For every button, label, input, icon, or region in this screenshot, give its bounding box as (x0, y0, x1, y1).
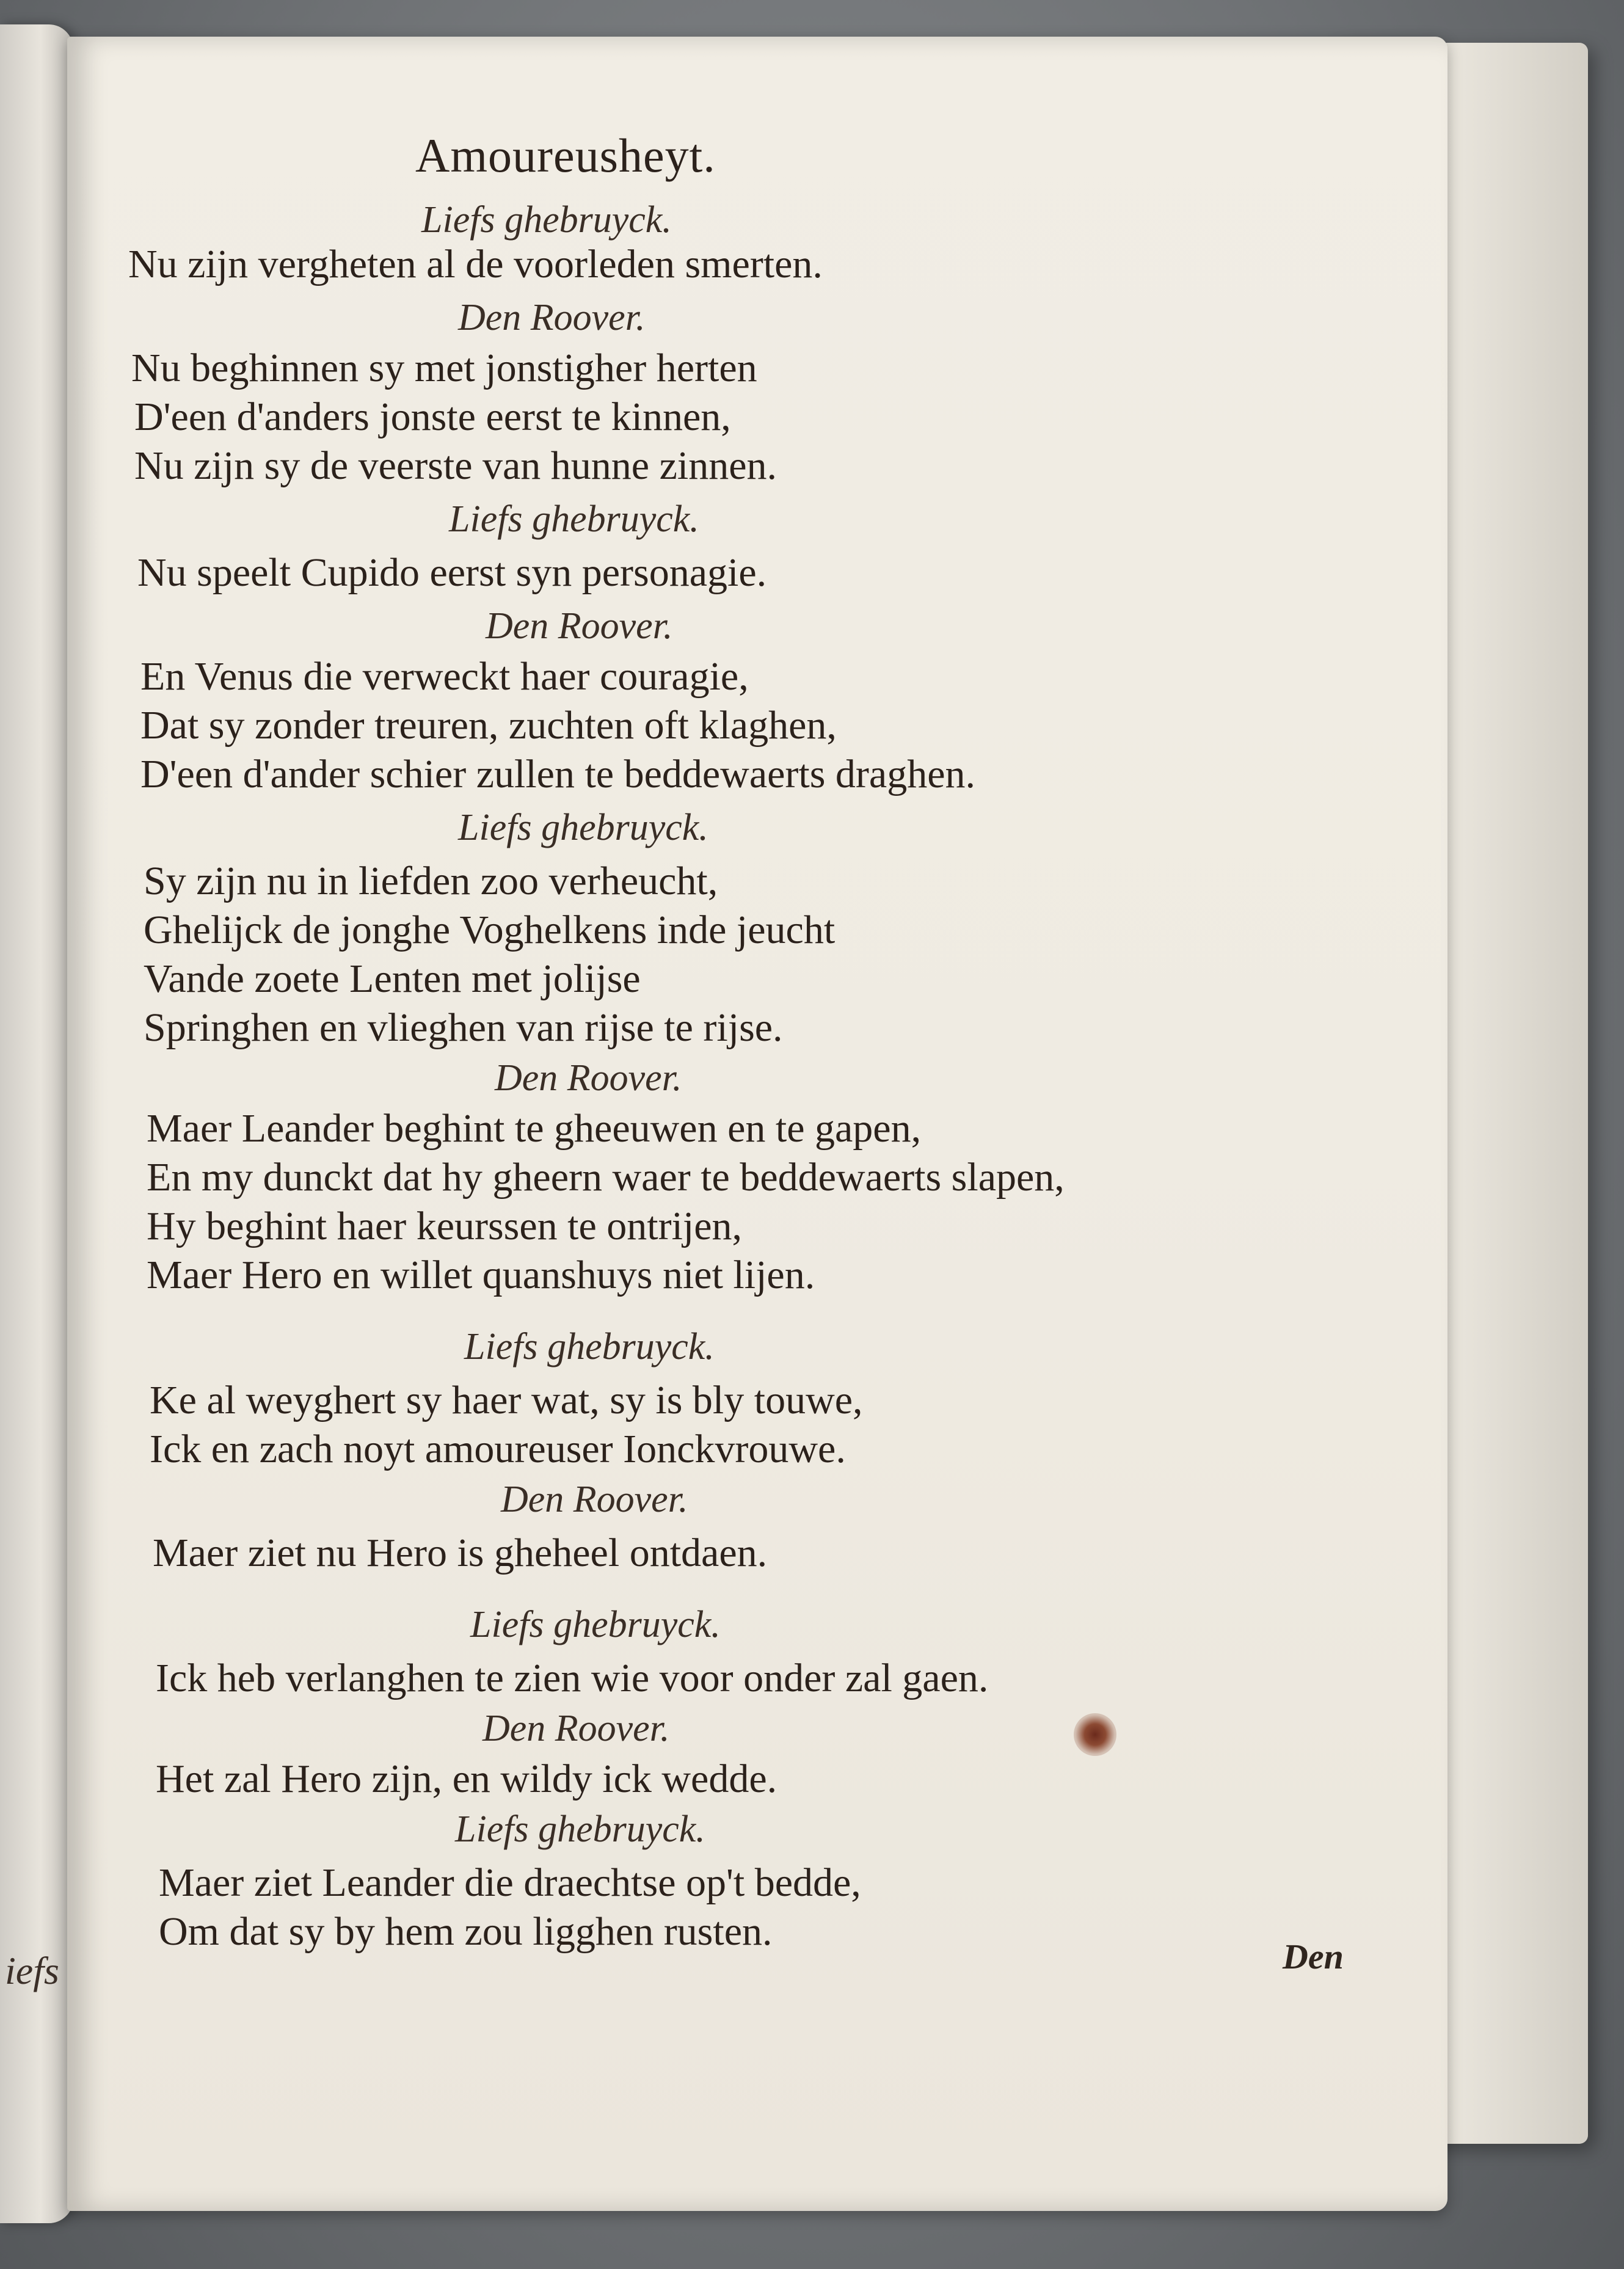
verse-line: Nu zijn vergheten al de voorleden smerten. (128, 242, 823, 286)
verse-line: En Venus die verweckt haer couragie, (140, 654, 749, 699)
verse-line: Sy zijn nu in liefden zoo verheucht, (144, 859, 718, 903)
verse-line: Ick en zach noyt amoureuser Ionckvrouwe. (150, 1427, 846, 1471)
verse-line: D'een d'anders jonste eerst te kinnen, (134, 395, 731, 439)
catchword: Den (1283, 1937, 1344, 1976)
speaker-liefs-ghebruyck: Liefs ghebruyck. (464, 1326, 715, 1368)
verse-line: Vande zoete Lenten met jolijse (144, 956, 641, 1001)
book-page (67, 37, 1447, 2211)
facing-page (0, 24, 73, 2223)
verse-line: Maer ziet Leander die draechtse op't bedde, (159, 1860, 861, 1905)
verse-line: Nu speelt Cupido eerst syn personagie. (137, 550, 767, 595)
verse-line: Nu zijn sy de veerste van hunne zinnen. (134, 443, 777, 488)
verse-line: D'een d'ander schier zullen te beddewaerts draghen. (140, 752, 975, 796)
facing-page-text-fragment: iefs (5, 1949, 59, 1992)
verse-line: Maer Hero en willet quanshuys niet lijen. (147, 1253, 815, 1297)
verse-line: Dat sy zonder treuren, zuchten oft klaghen, (140, 703, 837, 748)
verse-line: Ke al weyghert sy haer wat, sy is bly touwe, (150, 1378, 863, 1422)
verse-line: Het zal Hero zijn, en wildy ick wedde. (156, 1757, 777, 1801)
verse-line: Springhen en vlieghen van rijse te rijse. (144, 1005, 783, 1050)
speaker-liefs-ghebruyck: Liefs ghebruyck. (449, 498, 699, 540)
speaker-liefs-ghebruyck: Liefs ghebruyck. (455, 1808, 705, 1850)
verse-line: Ghelijck de jonghe Voghelkens inde jeucht (144, 908, 836, 952)
verse-line: En my dunckt dat hy gheern waer te beddewaerts slapen, (147, 1155, 1065, 1200)
speaker-liefs-ghebruyck: Liefs ghebruyck. (458, 807, 708, 848)
verse-line: Hy beghint haer keurssen te ontrijen, (147, 1204, 743, 1248)
running-header: Amoureusheyt. (415, 129, 716, 182)
verse-line: Ick heb verlanghen te zien wie voor onder zal gaen. (156, 1656, 989, 1700)
speaker-den-roover: Den Roover. (458, 297, 646, 338)
speaker-den-roover: Den Roover. (482, 1708, 670, 1749)
verse-line: Maer Leander beghint te gheeuwen en te gapen, (147, 1106, 922, 1151)
speaker-den-roover: Den Roover. (486, 605, 673, 647)
verse-line: Maer ziet nu Hero is gheheel ontdaen. (153, 1531, 768, 1575)
speaker-liefs-ghebruyck: Liefs ghebruyck. (470, 1604, 721, 1645)
verse-line: Nu beghinnen sy met jonstigher herten (131, 346, 757, 390)
ink-stain (1074, 1713, 1116, 1756)
verse-line: Om dat sy by hem zou ligghen rusten. (159, 1909, 773, 1954)
speaker-liefs-ghebruyck: Liefs ghebruyck. (421, 199, 672, 241)
speaker-den-roover: Den Roover. (495, 1057, 682, 1099)
speaker-den-roover: Den Roover. (501, 1479, 688, 1520)
